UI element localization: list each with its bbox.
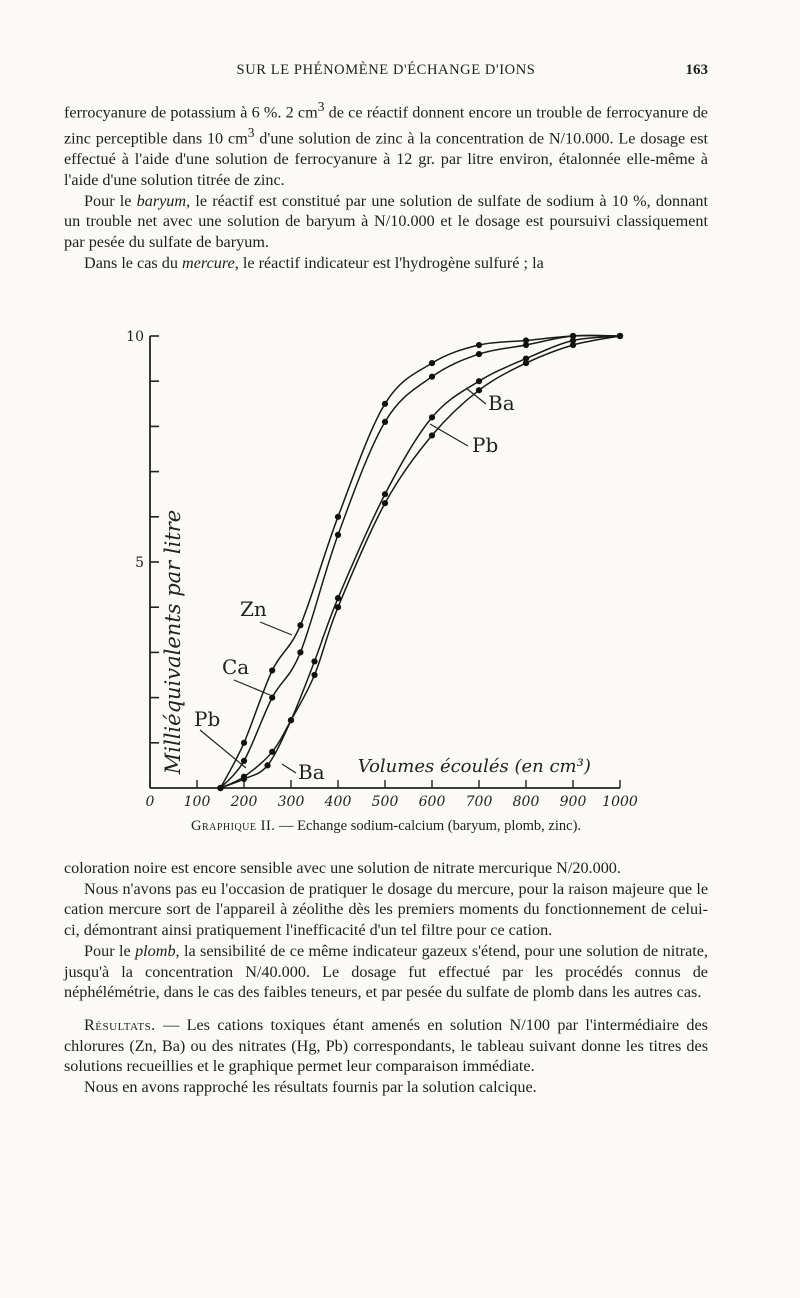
curve-ca: [221, 335, 621, 788]
y-tick-label: 5: [135, 555, 144, 571]
x-tick-label: 0: [145, 794, 155, 810]
x-tick-label: 400: [324, 794, 352, 810]
series-label-ca: Ca: [222, 655, 250, 679]
chart-labels: [161, 388, 591, 784]
point-ba: [429, 414, 435, 420]
point-ca: [241, 758, 247, 764]
x-tick-label: 700: [465, 794, 493, 810]
exchange-chart: [126, 318, 660, 818]
point-pb: [311, 672, 317, 678]
point-ca: [476, 351, 482, 357]
paragraph-plomb: Pour le plomb, la sensibilité de ce même indicateur gazeux s'étend, pour une solution de nitrate, jusqu'à la concentration N/40.000. Le dosage fut effectué par les procédés connus de néphélémétrie, dans le cas des faibles teneurs, et par pesée du sulfate de plomb dans les autres cas.: [64, 941, 709, 1002]
point-ba: [382, 491, 388, 497]
series-label-batop: Ba: [488, 391, 515, 415]
y-axis-title: Milliéquivalents par litre: [161, 509, 185, 775]
point-pb: [523, 360, 529, 366]
paragraph-mercure: Dans le cas du mercure, le réactif indicateur est l'hydrogène sulfuré ; la: [84, 253, 544, 272]
curve-zn: [221, 336, 621, 788]
paragraph-baryum: Pour le baryum, le réactif est constitué par une solution de sulfate de sodium à 10 %, donnant un trouble net avec une solution de baryum à N/10.000 et le dosage est poursuivi classiquement par pesée du sulfate de baryum.: [64, 191, 709, 251]
point-zn: [269, 667, 275, 673]
point-pb: [429, 432, 435, 438]
point-ba: [264, 762, 270, 768]
y-tick-label: 10: [126, 329, 144, 345]
x-tick-label: 500: [371, 794, 399, 810]
point-ca: [523, 342, 529, 348]
x-tick-label: 300: [277, 794, 305, 810]
point-ba: [311, 658, 317, 664]
point-ca: [429, 374, 435, 380]
point-ca: [297, 649, 303, 655]
point-ca: [382, 419, 388, 425]
paragraph-calcique: Nous en avons rapproché les résultats fournis par la solution calcique.: [84, 1078, 537, 1097]
x-tick-label: 800: [512, 794, 540, 810]
series-label-zn: Zn: [240, 597, 267, 621]
x-tick-label: 200: [230, 794, 258, 810]
series-label-pbtop: Pb: [472, 433, 499, 457]
x-tick-label: 100: [183, 794, 211, 810]
point-pb: [382, 500, 388, 506]
paragraph-mercure-note: Nous n'avons pas eu l'occasion de pratiquer le dosage du mercure, pour la raison majeure que le cation mercure sort de l'appareil à zéolithe dès les premiers moments du fonctionnement de celui-ci, démontrant ainsi pratiquement l'inefficacité d'un tel filtre pour ce cation.: [64, 879, 708, 940]
running-title: SUR LE PHÉNOMÈNE D'ÉCHANGE D'IONS: [236, 62, 536, 78]
point-zn: [241, 740, 247, 746]
point-pb: [269, 749, 275, 755]
point-pb: [217, 785, 223, 791]
point-pb: [335, 604, 341, 610]
point-pb: [288, 717, 294, 723]
series-label-pb: Pb: [194, 707, 221, 731]
page-number: 163: [685, 62, 708, 78]
curve-ba: [221, 336, 621, 788]
curve-pb: [221, 336, 621, 788]
series-label-ba: Ba: [298, 760, 325, 784]
figure-caption: [64, 818, 708, 835]
caption-text: — Echange sodium-calcium (baryum, plomb, zinc).: [275, 818, 582, 834]
point-zn: [429, 360, 435, 366]
chart-axes: [126, 329, 638, 810]
point-pb: [476, 387, 482, 393]
x-tick-label: 1000: [602, 794, 638, 810]
point-ca: [335, 532, 341, 538]
top-text-block: [64, 97, 708, 273]
chart-points: [217, 333, 623, 791]
chart-curves: [221, 335, 621, 788]
point-zn: [382, 401, 388, 407]
point-pb: [241, 774, 247, 780]
x-tick-label: 900: [559, 794, 587, 810]
point-zn: [476, 342, 482, 348]
x-axis-title: Volumes écoulés (en cm³): [357, 756, 591, 778]
label-pointer-zn: [260, 622, 292, 635]
caption-label: Graphique II.: [190, 818, 276, 834]
label-pointer-pbtop: [430, 424, 468, 446]
bottom-text-block: [64, 858, 708, 1098]
point-pb: [617, 333, 623, 339]
label-pointer-ba: [282, 764, 296, 773]
point-ca: [269, 695, 275, 701]
paragraph-resultats: Résultats. — Les cations toxiques étant amenés en solution N/100 par l'intermédiaire des chlorures (Zn, Ba) ou des nitrates (Hg, Pb) correspondants, le tableau suivant donne les titres des solutions recueillies et le graphique permet leur comparaison immédiate.: [64, 1015, 708, 1076]
point-pb: [570, 342, 576, 348]
paragraph-zinc: ferrocyanure de potassium à 6 %. 2 $cm^3$ de ce réactif donnent encore un trouble de ferrocyanure de zinc perceptible dans 10 $cm^3$ d'une solution de zinc à la concentration de N/10.000. Le dosage est effectué à l'aide d'une solution de ferrocyanure à 12 gr. par litre environ, étalonnée elle-même à l'aide d'une solution titrée de zinc.: [64, 99, 709, 189]
x-tick-label: 600: [418, 794, 446, 810]
label-pointer-pb: [200, 730, 246, 768]
point-zn: [297, 622, 303, 628]
point-ba: [476, 378, 482, 384]
point-ba: [335, 595, 341, 601]
paragraph-coloration: coloration noire est encore sensible avec une solution de nitrate mercurique N/20.000.: [64, 859, 621, 877]
running-header: [64, 62, 708, 84]
point-zn: [335, 514, 341, 520]
